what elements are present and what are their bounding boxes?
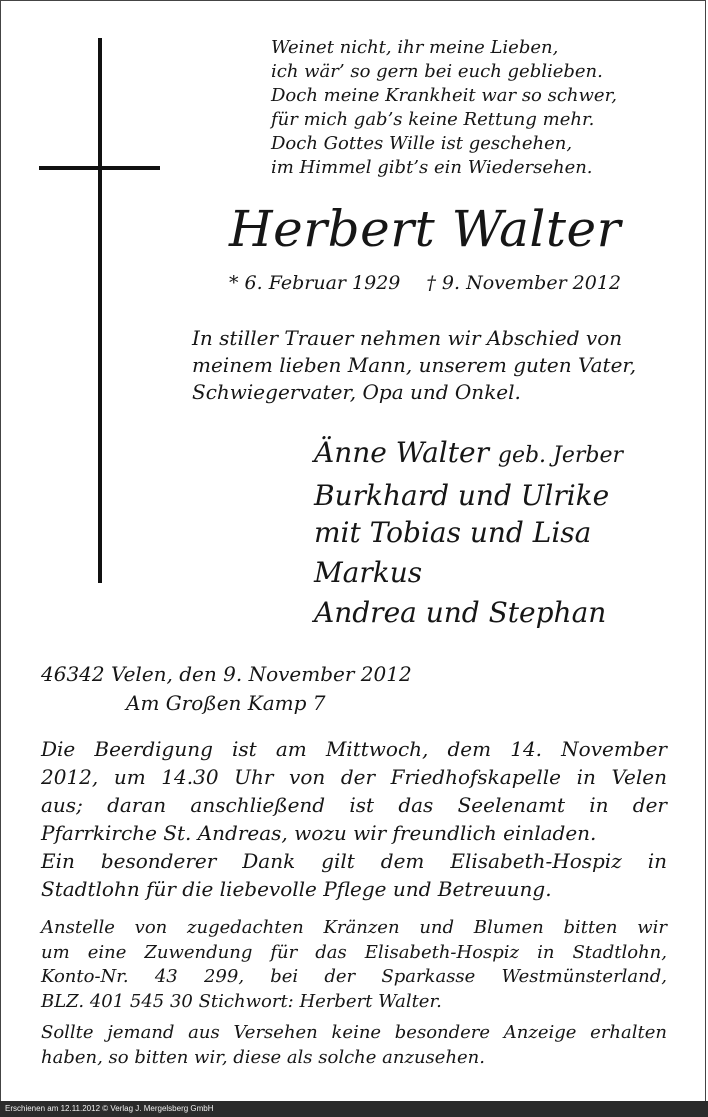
place-and-date xyxy=(41,660,412,718)
wife-name: Änne Walter xyxy=(314,436,489,469)
intro-line: In stiller Trauer nehmen wir Abschied von xyxy=(192,326,623,350)
funeral-line: Die Beerdigung ist am Mittwoch, dem 14. November xyxy=(41,737,667,761)
poem-line: für mich gab’s keine Rettung mehr. xyxy=(271,109,595,130)
poem-line: Doch Gottes Wille ist geschehen, xyxy=(271,133,573,154)
funeral-line: Pfarrkirche St. Andreas, wozu wir freundlich einladen. xyxy=(41,821,597,845)
street-address: Am Großen Kamp 7 xyxy=(126,691,326,715)
city-date: 46342 Velen, den 9. November 2012 xyxy=(41,662,412,686)
thanks-text xyxy=(41,847,667,903)
death-date: † 9. November 2012 xyxy=(426,272,622,294)
cross-horizontal-bar xyxy=(39,166,160,170)
intro-line: meinem lieben Mann, unserem guten Vater, xyxy=(192,353,637,377)
mourning-intro xyxy=(192,325,636,406)
notice-line: Sollte jemand aus Versehen keine besondere Anzeige erhalten xyxy=(41,1022,667,1043)
funeral-info xyxy=(41,735,667,847)
mourner-line: Burkhard und Ulrike xyxy=(314,479,610,512)
poem-line: Weinet nicht, ihr meine Lieben, xyxy=(271,37,559,58)
funeral-line: 2012, um 14.30 Uhr von der Friedhofskapelle in Velen xyxy=(41,765,667,789)
poem-line: ich wär’ so gern bei euch geblieben. xyxy=(271,61,603,82)
donation-line: Anstelle von zugedachten Kränzen und Blumen bitten wir xyxy=(41,917,667,938)
donation-line: Konto-Nr. 43 299, bei der Sparkasse Westmünsterland, xyxy=(41,966,667,987)
thanks-line: Ein besonderer Dank gilt dem Elisabeth-Hospiz in xyxy=(41,849,667,873)
cross-vertical-bar xyxy=(98,38,102,583)
intro-line: Schwiegervater, Opa und Onkel. xyxy=(192,380,521,404)
memorial-poem xyxy=(271,36,617,180)
publisher-footer: Erschienen am 12.11.2012 © Verlag J. Mergelsberg GmbH xyxy=(0,1101,708,1117)
mourner-line: Markus xyxy=(314,556,423,589)
notice-text xyxy=(41,1021,667,1070)
donation-line: BLZ. 401 545 30 Stichwort: Herbert Walter. xyxy=(41,990,442,1012)
mourner-line: mit Tobias und Lisa xyxy=(314,516,592,549)
birth-date: * 6. Februar 1929 xyxy=(229,272,401,294)
poem-line: Doch meine Krankheit war so schwer, xyxy=(271,85,617,106)
wife-maiden-name: geb. Jerber xyxy=(497,443,624,468)
thanks-line: Stadtlohn für die liebevolle Pflege und Betreuung. xyxy=(41,877,552,901)
mourner-wife xyxy=(314,434,623,474)
mourners-list xyxy=(314,434,623,631)
donation-request xyxy=(41,916,667,1014)
donation-line: um eine Zuwendung für das Elisabeth-Hospiz in Stadtlohn, xyxy=(41,941,667,963)
funeral-line: aus; daran anschließend ist das Seelenamt in der xyxy=(41,793,667,817)
deceased-name: Herbert Walter xyxy=(229,200,622,258)
life-dates xyxy=(229,270,621,296)
mourner-line: Andrea und Stephan xyxy=(314,596,607,629)
poem-line: im Himmel gibt’s ein Wiedersehen. xyxy=(271,157,593,178)
notice-line: haben, so bitten wir, diese als solche anzusehen. xyxy=(41,1046,485,1068)
